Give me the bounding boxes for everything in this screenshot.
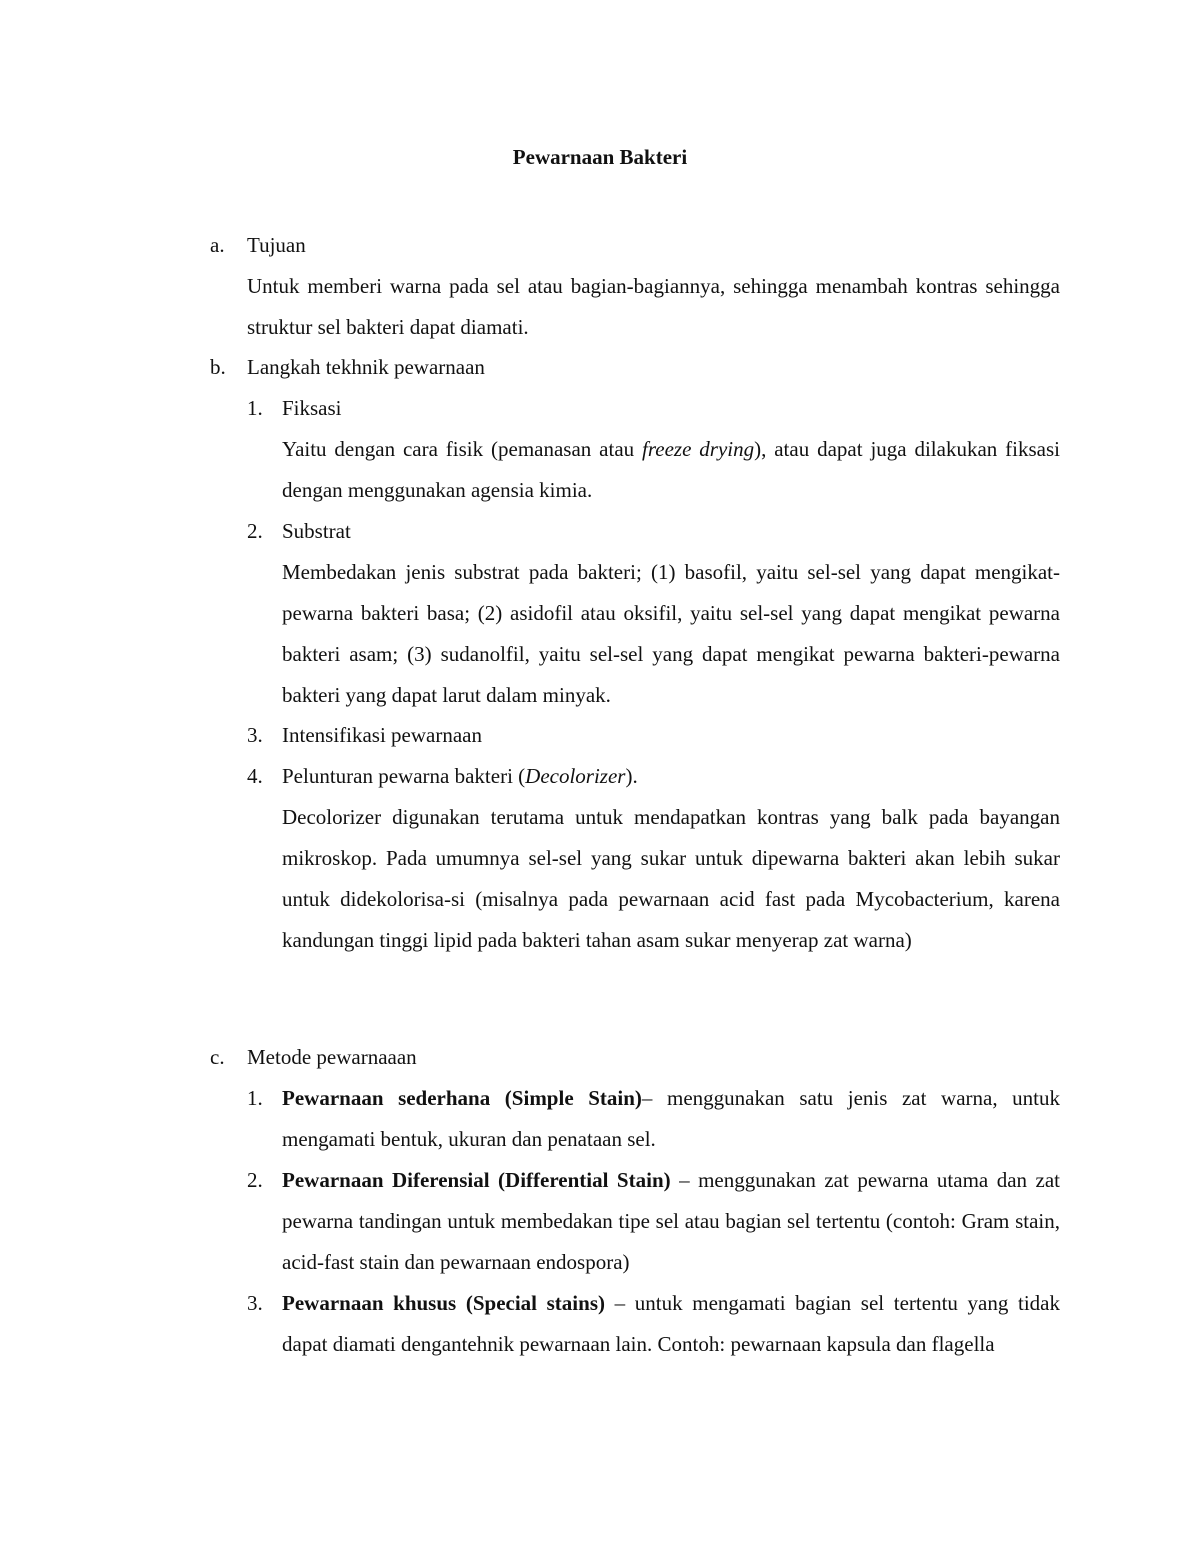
item-description: Yaitu dengan cara fisik (pemanasan atau freeze drying), atau dapat juga dilakukan fiksasi dengan menggunakan agensia kimia. [282, 437, 1060, 502]
item-heading: Pelunturan pewarna bakteri (Decolorizer). [282, 764, 638, 788]
item-number: 3. [247, 1291, 263, 1315]
section-label: b. [210, 355, 226, 379]
item-description: Decolorizer digunakan terutama untuk mendapatkan kontras yang balk pada bayangan mikroskop. Pada umumnya sel-sel yang sukar untuk dipewarna bakteri akan lebih sukar untuk didekolorisa-si (misalnya pada pewarnaan acid fast pada Mycobacterium, karena kandungan tinggi lipid pada bakteri tahan asam sukar menyerap zat warna) [282, 805, 1060, 952]
item-number: 2. [247, 519, 263, 543]
italic-term: freeze drying [642, 437, 755, 461]
italic-term: Decolorizer [525, 764, 626, 788]
item-number: 2. [247, 1168, 263, 1192]
section-heading: Metode pewarnaaan [247, 1045, 417, 1069]
item-term: Pewarnaan sederhana (Simple Stain) [282, 1086, 642, 1110]
item-number: 1. [247, 396, 263, 420]
item-text: Pewarnaan sederhana (Simple Stain)– menggunakan satu jenis zat warna, untuk mengamati bentuk, ukuran dan penataan sel. [282, 1086, 1060, 1151]
section-label: c. [210, 1045, 225, 1069]
section-heading: Tujuan [247, 233, 306, 257]
item-text: Pewarnaan khusus (Special stains) – untuk mengamati bagian sel tertentu yang tidak dapat diamati dengantehnik pewarnaan lain. Contoh: pewarnaan kapsula dan flagella [282, 1291, 1060, 1356]
item-term: Pewarnaan khusus (Special stains) [282, 1291, 605, 1315]
item-description: Membedakan jenis substrat pada bakteri; (1) basofil, yaitu sel-sel yang dapat mengikat- pewarna bakteri basa; (2) asidofil atau oksifil, yaitu sel-sel yang dapat mengikat pewarna bakteri asam; (3) sudanolfil, yaitu sel-sel yang dapat mengikat pewarna bakteri-pewarna bakteri yang dapat larut dalam minyak. [282, 560, 1060, 707]
item-number: 4. [247, 764, 263, 788]
document-title: Pewarnaan Bakteri [512, 145, 688, 169]
item-term: Pewarnaan Diferensial (Differential Stain) [282, 1168, 671, 1192]
item-text: Pewarnaan Diferensial (Differential Stain) – menggunakan zat pewarna utama dan zat pewarna tandingan untuk membedakan tipe sel atau bagian sel tertentu (contoh: Gram stain, acid-fast stain dan pewarnaan endospora) [282, 1168, 1060, 1274]
item-number: 3. [247, 723, 263, 747]
item-heading: Substrat [282, 519, 351, 543]
section-heading: Langkah tekhnik pewarnaan [247, 355, 485, 379]
section-body: Untuk memberi warna pada sel atau bagian-bagiannya, sehingga menambah kontras sehingga struktur sel bakteri dapat diamati. [247, 274, 1060, 339]
item-heading: Fiksasi [282, 396, 342, 420]
item-heading: Intensifikasi pewarnaan [282, 723, 483, 747]
section-label: a. [210, 233, 225, 257]
item-number: 1. [247, 1086, 263, 1110]
